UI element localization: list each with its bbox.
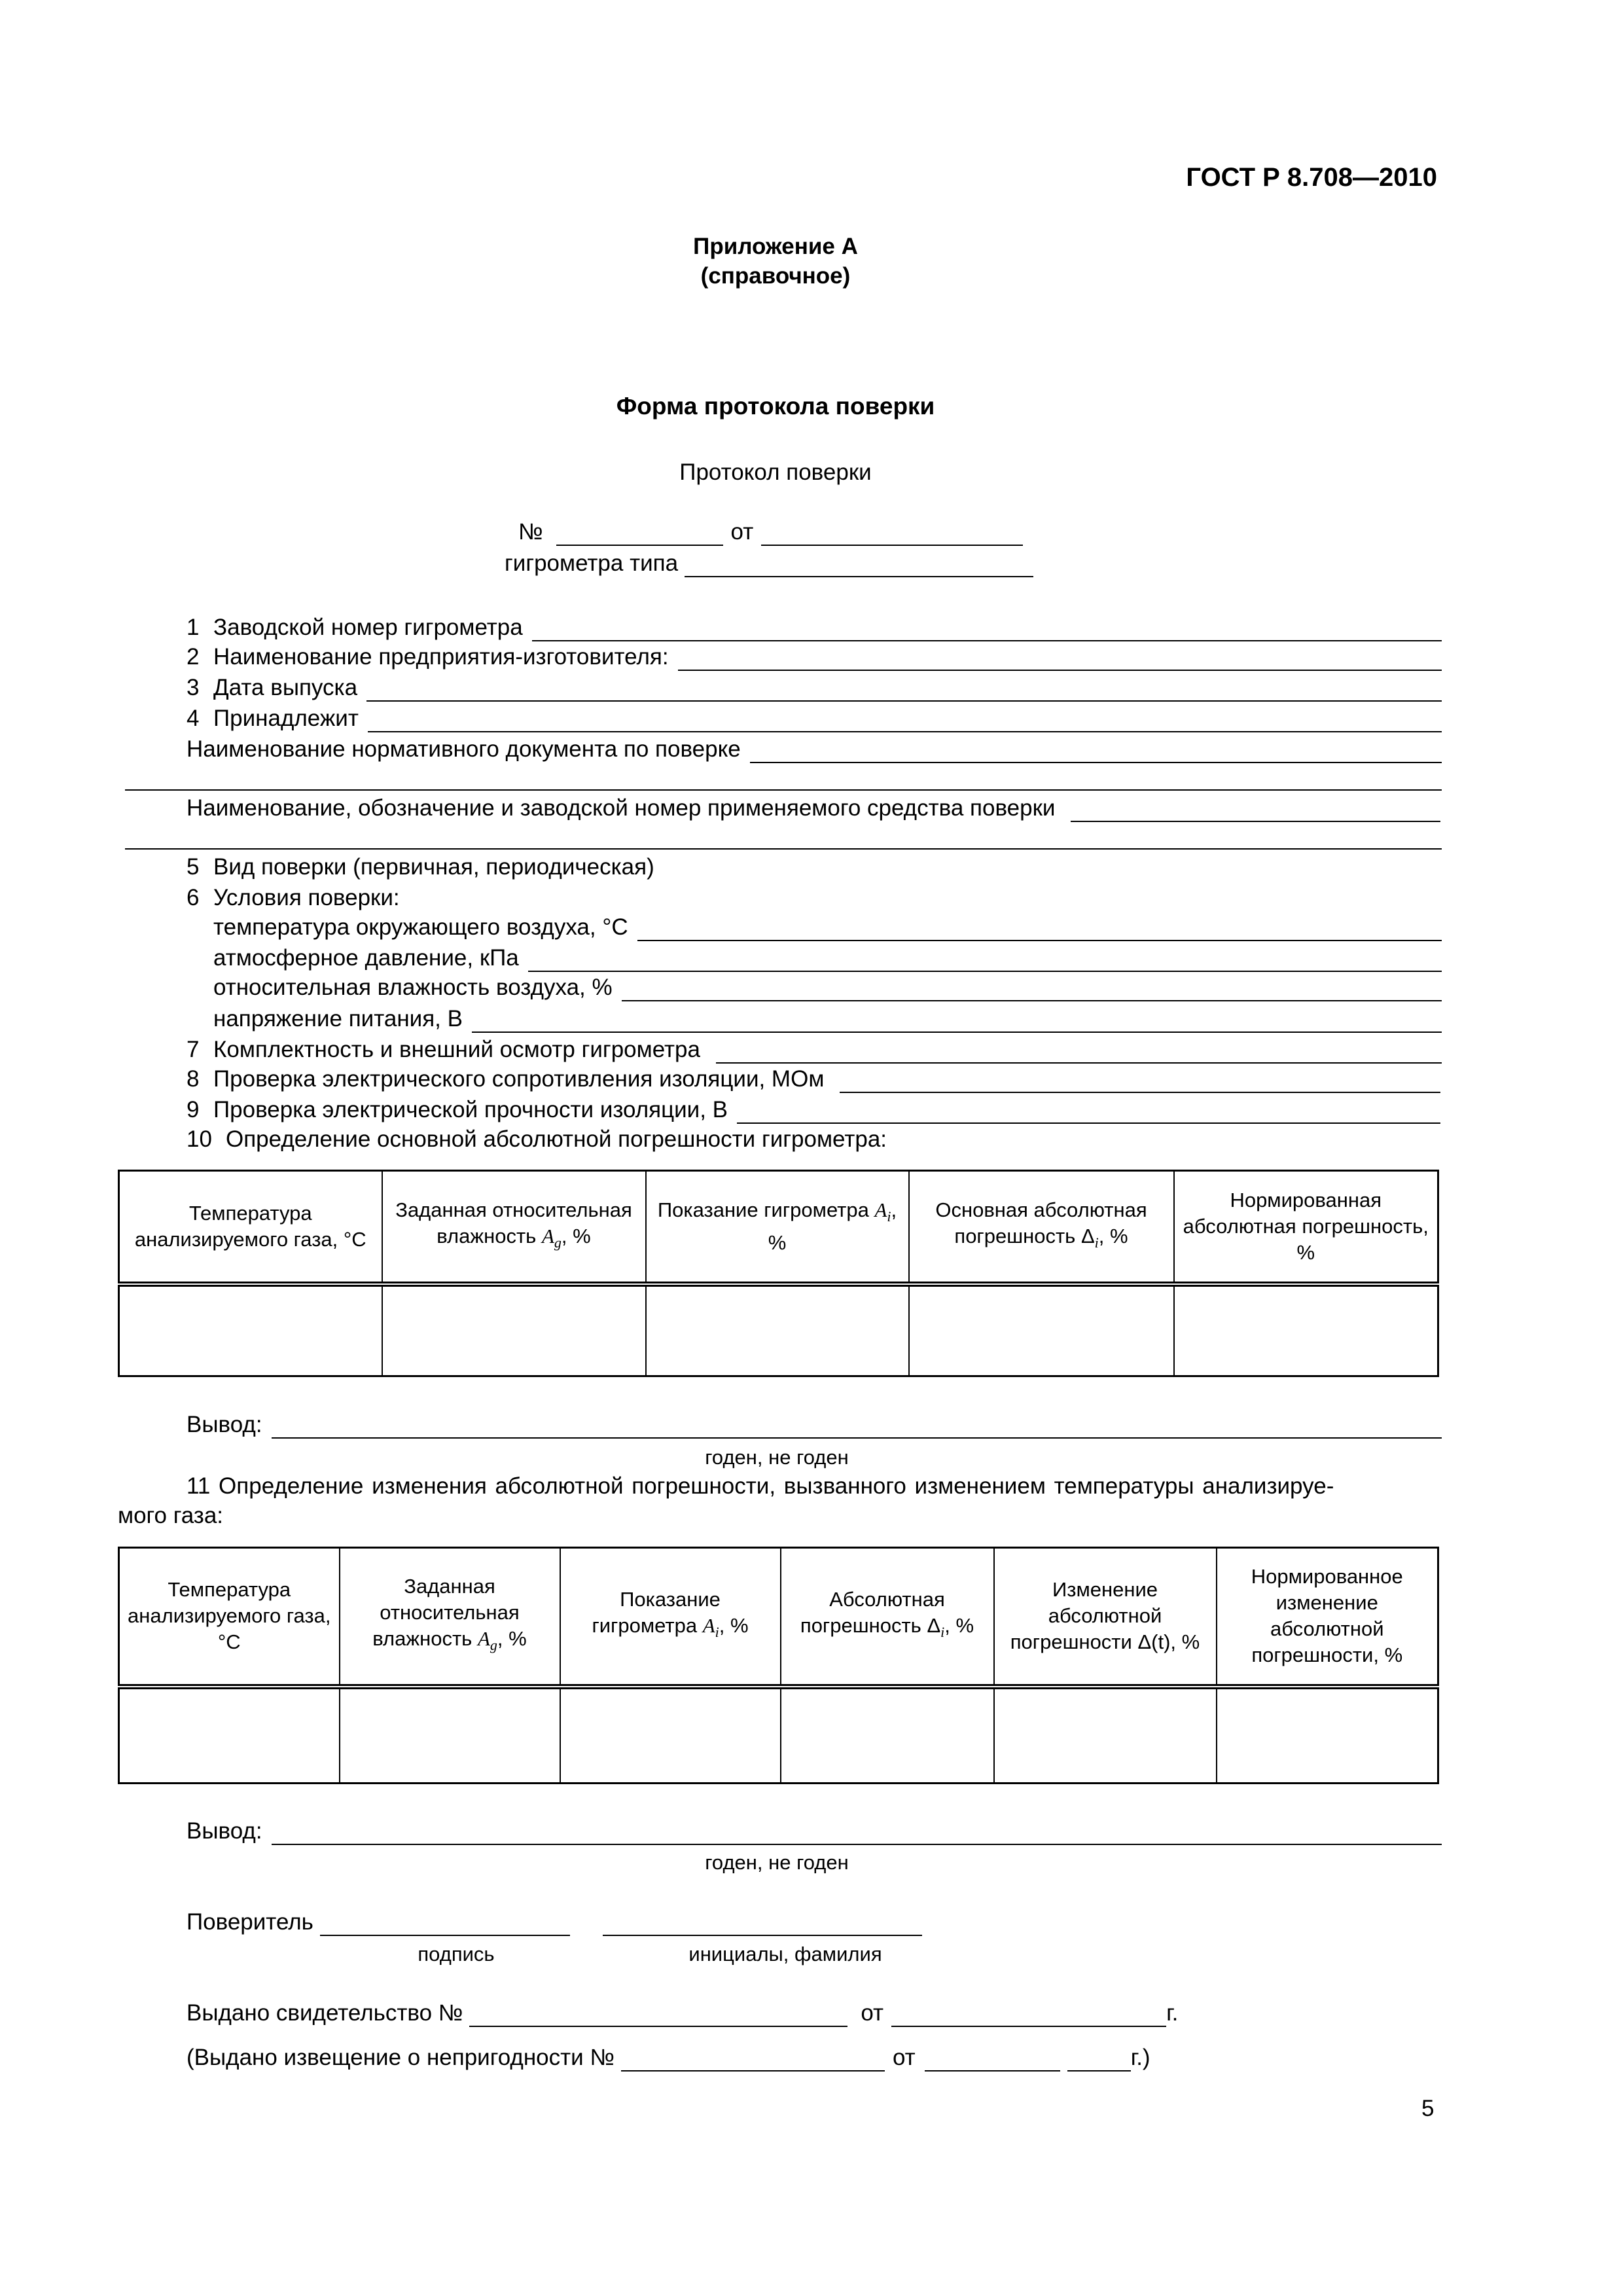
table-cell[interactable] bbox=[646, 1284, 909, 1376]
verifier-label: Поверитель bbox=[187, 1909, 313, 1935]
conclusion-label: Вывод: bbox=[187, 1412, 262, 1437]
header-gas-temperature: Температура анализируемого газа, °С bbox=[119, 1171, 382, 1284]
table-cell[interactable] bbox=[119, 1284, 382, 1376]
item-number: 2 bbox=[187, 644, 200, 670]
protocol-title: Протокол поверки bbox=[679, 459, 872, 485]
condition-humidity bbox=[213, 974, 1442, 1001]
pressure-field[interactable] bbox=[528, 948, 1442, 972]
conclusion-1 bbox=[187, 1411, 1442, 1439]
item-number: 10 bbox=[187, 1126, 212, 1152]
certificate-date-field[interactable] bbox=[891, 2003, 1166, 2027]
table-cell[interactable] bbox=[340, 1687, 560, 1784]
item-label: Комплектность и внешний осмотр гигрометра bbox=[213, 1037, 700, 1062]
item-number: 6 bbox=[187, 885, 200, 910]
notice-date-field[interactable] bbox=[925, 2048, 1060, 2072]
verification-means-row bbox=[187, 795, 1440, 822]
item-5 bbox=[187, 853, 654, 881]
factory-number-field[interactable] bbox=[532, 618, 1442, 641]
item-number: 4 bbox=[187, 706, 200, 731]
item-2 bbox=[187, 643, 1442, 671]
item-11-line-1: 11 Определение изменения абсолютной погрешности, вызванного изменением температуры анализируе- bbox=[187, 1473, 1334, 1499]
item-label: Заводской номер гигрометра bbox=[213, 615, 523, 640]
item-label: атмосферное давление, кПа bbox=[213, 945, 519, 971]
table-row bbox=[119, 1687, 1438, 1784]
item-label: Наименование предприятия-изготовителя: bbox=[213, 644, 669, 670]
item-number: 5 bbox=[187, 854, 200, 880]
notice-year-field[interactable] bbox=[1067, 2048, 1131, 2072]
table-row bbox=[119, 1284, 1438, 1376]
item-7 bbox=[187, 1036, 1442, 1064]
table-cell[interactable] bbox=[994, 1687, 1217, 1784]
normative-doc-continuation-line[interactable] bbox=[125, 789, 1442, 791]
year-label: г. bbox=[1166, 2000, 1179, 2026]
appendix-title: Приложение А bbox=[693, 234, 858, 259]
from-label: от bbox=[892, 2045, 916, 2070]
table-cell[interactable] bbox=[560, 1687, 781, 1784]
date-field[interactable] bbox=[761, 522, 1023, 546]
header-reading: Показание гигрометра $A_i$, % bbox=[646, 1171, 909, 1284]
name-field[interactable] bbox=[603, 1912, 922, 1936]
certificate-row bbox=[187, 2000, 1178, 2027]
signature-hint: подпись bbox=[418, 1943, 495, 1965]
item-label: Наименование нормативного документа по поверке bbox=[187, 736, 741, 762]
header-set-humidity: Заданная относительная влажность $A_g$, % bbox=[382, 1171, 646, 1284]
from-label: от bbox=[861, 2000, 884, 2026]
type-field[interactable] bbox=[685, 554, 1033, 577]
item-label: Проверка электрического сопротивления изоляции, МОм bbox=[213, 1066, 825, 1092]
table-cell[interactable] bbox=[1217, 1687, 1438, 1784]
year-label: г.) bbox=[1130, 2045, 1150, 2070]
item-6 bbox=[187, 884, 400, 912]
signature-field[interactable] bbox=[320, 1912, 570, 1936]
header-absolute-error: Абсолютная погрешность $\Delta_i$, % bbox=[781, 1548, 994, 1687]
item-8 bbox=[187, 1066, 1440, 1093]
notice-label: (Выдано извещение о непригодности № bbox=[187, 2045, 615, 2070]
item-label: Определение основной абсолютной погрешности гигрометра: bbox=[226, 1126, 887, 1152]
conclusion-hint: годен, не годен bbox=[705, 1851, 849, 1874]
verification-means-continuation-line[interactable] bbox=[125, 848, 1442, 850]
notice-number-field[interactable] bbox=[621, 2048, 885, 2072]
name-hint: инициалы, фамилия bbox=[688, 1943, 882, 1965]
table-cell[interactable] bbox=[119, 1687, 340, 1784]
item-1 bbox=[187, 614, 1442, 641]
condition-pressure bbox=[213, 944, 1442, 972]
header-error-change: Изменение абсолютной погрешности Δ(t), % bbox=[994, 1548, 1217, 1687]
owner-field[interactable] bbox=[368, 709, 1442, 732]
conclusion-label: Вывод: bbox=[187, 1818, 262, 1844]
condition-temperature bbox=[213, 914, 1442, 941]
conclusion-field[interactable] bbox=[272, 1415, 1442, 1439]
item-number: 7 bbox=[187, 1037, 200, 1062]
certificate-number-field[interactable] bbox=[469, 2003, 847, 2027]
table-cell[interactable] bbox=[781, 1687, 994, 1784]
from-label: от bbox=[730, 519, 754, 545]
item-4 bbox=[187, 705, 1442, 732]
conclusion-2 bbox=[187, 1818, 1442, 1845]
item-label: Вид поверки (первичная, периодическая) bbox=[213, 854, 654, 880]
manufacturer-field[interactable] bbox=[678, 647, 1442, 671]
hygrometer-type-row bbox=[505, 550, 1033, 577]
table-cell[interactable] bbox=[1174, 1284, 1438, 1376]
verifier-row bbox=[187, 1909, 922, 1936]
page-number: 5 bbox=[1421, 2096, 1435, 2121]
type-label: гигрометра типа bbox=[505, 550, 679, 576]
verification-means-field[interactable] bbox=[1071, 798, 1440, 822]
item-3 bbox=[187, 674, 1442, 702]
appendix-type: (справочное) bbox=[700, 263, 851, 289]
certificate-label: Выдано свидетельство № bbox=[187, 2000, 463, 2026]
item-label: Условия поверки: bbox=[213, 885, 400, 910]
item-number: 8 bbox=[187, 1066, 200, 1092]
header-set-humidity: Заданная относительная влажность $A_g$, % bbox=[340, 1548, 560, 1687]
temperature-error-table bbox=[118, 1547, 1439, 1784]
header-normalized-error: Нормированная абсолютная погрешность, % bbox=[1174, 1171, 1438, 1284]
header-basic-error: Основная абсолютная погрешность $\Delta_i$, % bbox=[909, 1171, 1174, 1284]
temperature-field[interactable] bbox=[637, 918, 1442, 941]
item-11-line-2: мого газа: bbox=[118, 1503, 224, 1528]
header-reading: Показание гигрометра $A_i$, % bbox=[560, 1548, 781, 1687]
header-gas-temperature: Температура анализируемого газа, °С bbox=[119, 1548, 340, 1687]
form-title: Форма протокола поверки bbox=[616, 393, 935, 420]
completeness-field[interactable] bbox=[716, 1040, 1442, 1064]
insulation-strength-field[interactable] bbox=[737, 1100, 1440, 1124]
item-number: 1 bbox=[187, 615, 200, 640]
item-number: 9 bbox=[187, 1097, 200, 1122]
item-label: Наименование, обозначение и заводской номер применяемого средства поверки bbox=[187, 795, 1056, 821]
header-normalized-change: Нормированное изменение абсолютной погрешности, % bbox=[1217, 1548, 1438, 1687]
conclusion-field[interactable] bbox=[272, 1821, 1442, 1845]
document-code: ГОСТ Р 8.708—2010 bbox=[1186, 163, 1437, 192]
number-label: № bbox=[518, 519, 543, 545]
table-cell[interactable] bbox=[382, 1284, 646, 1376]
release-date-field[interactable] bbox=[366, 678, 1442, 702]
item-label: температура окружающего воздуха, °С bbox=[213, 914, 628, 940]
table-cell[interactable] bbox=[909, 1284, 1174, 1376]
normative-doc-row bbox=[187, 736, 1442, 763]
item-label: Дата выпуска bbox=[213, 675, 358, 700]
notice-row bbox=[187, 2044, 1150, 2072]
item-label: Принадлежит bbox=[213, 706, 359, 731]
item-label: напряжение питания, В bbox=[213, 1006, 463, 1031]
item-number: 3 bbox=[187, 675, 200, 700]
number-field[interactable] bbox=[556, 522, 723, 546]
normative-doc-field[interactable] bbox=[750, 740, 1442, 763]
condition-voltage bbox=[213, 1005, 1442, 1033]
conclusion-hint: годен, не годен bbox=[705, 1446, 849, 1469]
humidity-field[interactable] bbox=[622, 978, 1442, 1001]
basic-error-table bbox=[118, 1170, 1439, 1377]
item-10 bbox=[187, 1126, 887, 1153]
item-9 bbox=[187, 1096, 1440, 1124]
item-label: относительная влажность воздуха, % bbox=[213, 975, 613, 1000]
insulation-resistance-field[interactable] bbox=[840, 1069, 1440, 1093]
protocol-number-row bbox=[518, 518, 1023, 546]
voltage-field[interactable] bbox=[472, 1009, 1442, 1033]
item-label: Проверка электрической прочности изоляции, В bbox=[213, 1097, 728, 1122]
